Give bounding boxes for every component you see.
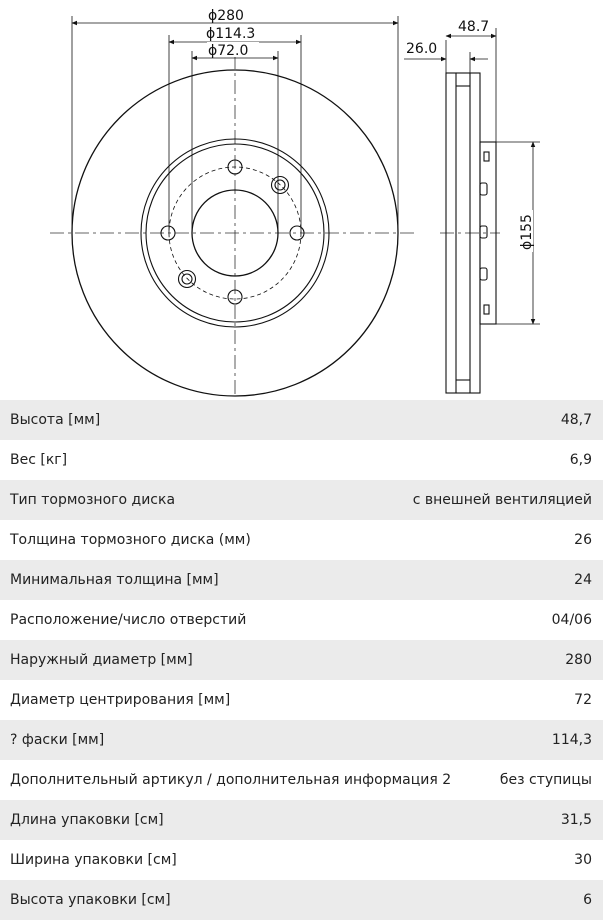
spec-value: 04/06: [551, 612, 592, 628]
spec-value: 6: [583, 892, 592, 908]
dim-center-bore-diameter: ϕ72.0: [208, 43, 249, 59]
brake-disc-drawing: [0, 0, 603, 400]
spec-value: 48,7: [560, 412, 592, 428]
spec-row: [0, 440, 603, 480]
spec-row: [0, 760, 603, 800]
spec-label: Наружный диаметр [мм]: [10, 652, 193, 668]
spec-label: Вес [кг]: [10, 452, 68, 468]
spec-label: Расположение/число отверстий: [10, 612, 247, 628]
spec-row: [0, 560, 603, 600]
spec-value: 280: [565, 652, 592, 668]
spec-value: 30: [574, 852, 592, 868]
bolt-hole-ring-lower-left: [179, 271, 196, 288]
spec-row: [0, 800, 603, 840]
spec-row: [0, 400, 603, 440]
dim-thickness: 26.0: [406, 41, 438, 57]
spec-row: [0, 680, 603, 720]
spec-label: ? фаски [мм]: [10, 732, 105, 748]
spec-label: Тип тормозного диска: [10, 492, 176, 508]
bolt-hole-inner-lower-left: [182, 274, 192, 284]
spec-value: без ступицы: [499, 772, 592, 788]
dim-outer-diameter: ϕ280: [208, 8, 244, 24]
spec-table: [0, 400, 603, 920]
spec-value: 24: [574, 572, 592, 588]
spec-row: [0, 520, 603, 560]
spec-value: 6,9: [569, 452, 592, 468]
spec-label: Дополнительный артикул / дополнительная информация 2: [10, 772, 452, 788]
spec-value: 72: [574, 692, 592, 708]
spec-value: 114,3: [551, 732, 592, 748]
spec-row: [0, 640, 603, 680]
spec-value: 31,5: [560, 812, 592, 828]
side-dimensions: [404, 28, 540, 324]
spec-row: [0, 600, 603, 640]
spec-row: [0, 840, 603, 880]
spec-label: Длина упаковки [см]: [10, 812, 164, 828]
spec-row: [0, 880, 603, 920]
spec-label: Высота упаковки [см]: [10, 892, 171, 908]
spec-label: Ширина упаковки [см]: [10, 852, 177, 868]
spec-label: Диаметр центрирования [мм]: [10, 692, 231, 708]
bolt-holes: [161, 160, 304, 304]
spec-row: [0, 720, 603, 760]
spec-value: с внешней вентиляцией: [412, 492, 592, 508]
dim-hat-diameter: ϕ155: [519, 214, 535, 250]
spec-row: [0, 480, 603, 520]
spec-value: 26: [574, 532, 592, 548]
dim-bolt-circle-diameter: ϕ114.3: [206, 26, 256, 42]
spec-label: Минимальная толщина [мм]: [10, 572, 219, 588]
spec-label: Высота [мм]: [10, 412, 101, 428]
dim-height: 48.7: [458, 19, 490, 35]
spec-label: Толщина тормозного диска (мм): [10, 532, 251, 548]
